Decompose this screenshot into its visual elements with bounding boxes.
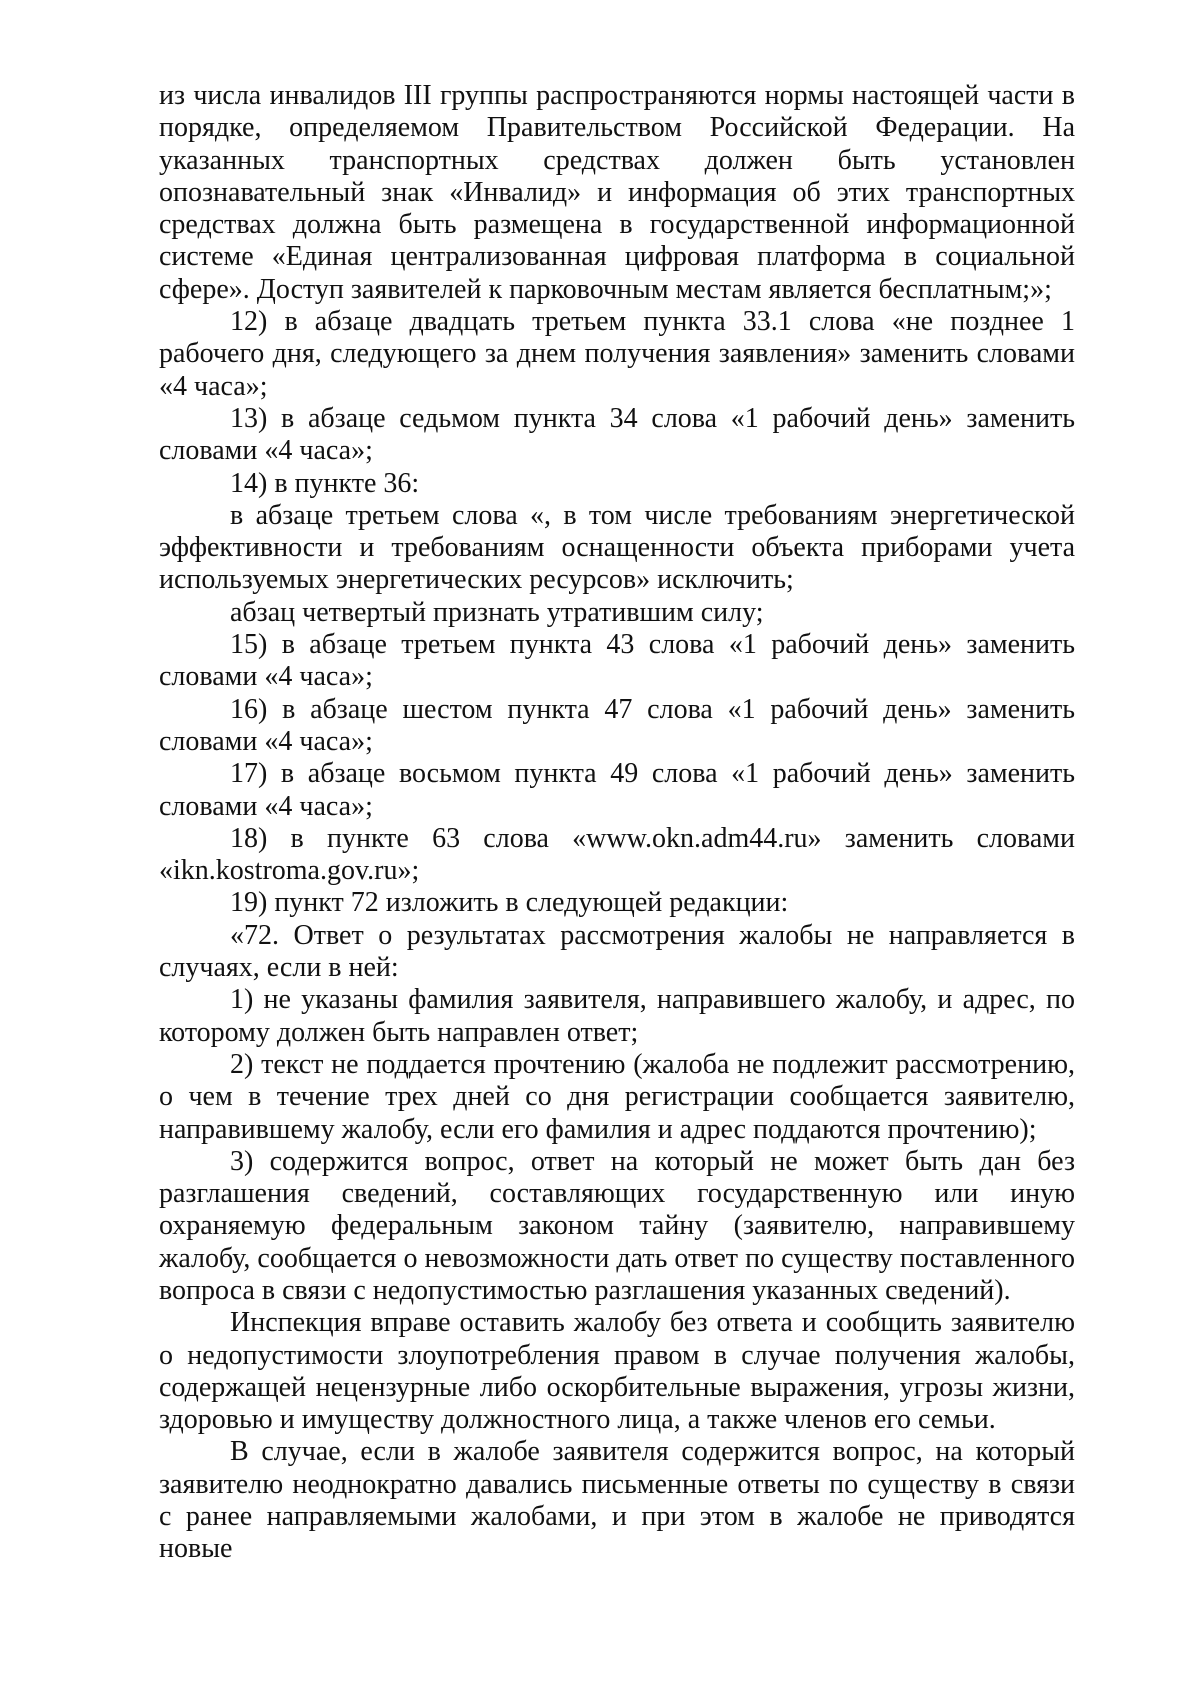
paragraph-item-17: 17) в абзаце восьмом пункта 49 слова «1 рабочий день» заменить словами «4 часа»; [159, 758, 1075, 822]
paragraph-clause-72: «72. Ответ о результатах рассмотрения жалобы не направляется в случаях, если в ней: [159, 919, 1075, 984]
paragraph-item-19: 19) пункт 72 изложить в следующей редакции: [230, 887, 789, 919]
paragraph-item-16: 16) в абзаце шестом пункта 47 слова «1 рабочий день» заменить словами «4 часа»; [159, 693, 1075, 757]
paragraph-clause-72-sub-2: 2) текст не поддается прочтению (жалоба не подлежит рассмотрению, о чем в течение трех дней со дня регистрации сообщается заявителю, направившему жалобу, если его фамилия и адрес поддаются прочтению); [159, 1048, 1075, 1145]
paragraph-clause-72-sub-3: 3) содержится вопрос, ответ на который не может быть дан без разглашения сведений, составляющих государственную или иную охраняемую федеральным законом тайну (заявителю, направившему жалобу, сообщается о невозможности дать ответ по существу поставленного вопроса в связи с недопустимостью разглашения указанных сведений). [159, 1145, 1075, 1306]
paragraph-item-14-abzac-4: абзац четвертый признать утратившим силу; [230, 596, 764, 628]
paragraph-clause-72-sub-1: 1) не указаны фамилия заявителя, направившего жалобу, и адрес, по которому должен быть направлен ответ; [159, 984, 1075, 1048]
paragraph-item-13: 13) в абзаце седьмом пункта 34 слова «1 рабочий день» заменить словами «4 часа»; [159, 402, 1075, 467]
paragraph-item-12: 12) в абзаце двадцать третьем пункта 33.1 слова «не позднее 1 рабочего дня, следующего за днем получения заявления» заменить словами «4 часа»; [159, 306, 1075, 402]
document-page [159, 80, 1075, 1566]
paragraph-item-15: 15) в абзаце третьем пункта 43 слова «1 рабочий день» заменить словами «4 часа»; [159, 629, 1075, 693]
paragraph-item-14-abzac-3: в абзаце третьем слова «, в том числе требованиям энергетической эффективности и требованиям оснащенности объекта приборами учета используемых энергетических ресурсов» исключить; [159, 499, 1075, 596]
paragraph-item-14: 14) в пункте 36: [230, 467, 420, 499]
paragraph-inspection-right: Инспекция вправе оставить жалобу без ответа и сообщить заявителю о недопустимости злоупотребления правом в случае получения жалобы, содержащей нецензурные либо оскорбительные выражения, угрозы жизни, здоровью и имуществу должностного лица, а также членов его семьи. [159, 1307, 1075, 1436]
paragraph-repeated-complaint: В случае, если в жалобе заявителя содержится вопрос, на который заявителю неоднократно давались письменные ответы по существу в связи с ранее направляемыми жалобами, и при этом в жалобе не приводятся новые [159, 1436, 1075, 1565]
paragraph-continuation-parking: из числа инвалидов III группы распространяются нормы настоящей части в порядке, определяемом Правительством Российской Федерации. На указанных транспортных средствах должен быть установлен опознавательный знак «Инвалид» и информация об этих транспортных средствах должна быть размещена в государственной информационной системе «Единая централизованная цифровая платформа в социальной сфере». Доступ заявителей к парковочным местам является бесплатным;»; [159, 80, 1075, 305]
paragraph-item-18: 18) в пункте 63 слова «www.okn.adm44.ru» заменить словами «ikn.kostroma.gov.ru»; [159, 822, 1075, 887]
